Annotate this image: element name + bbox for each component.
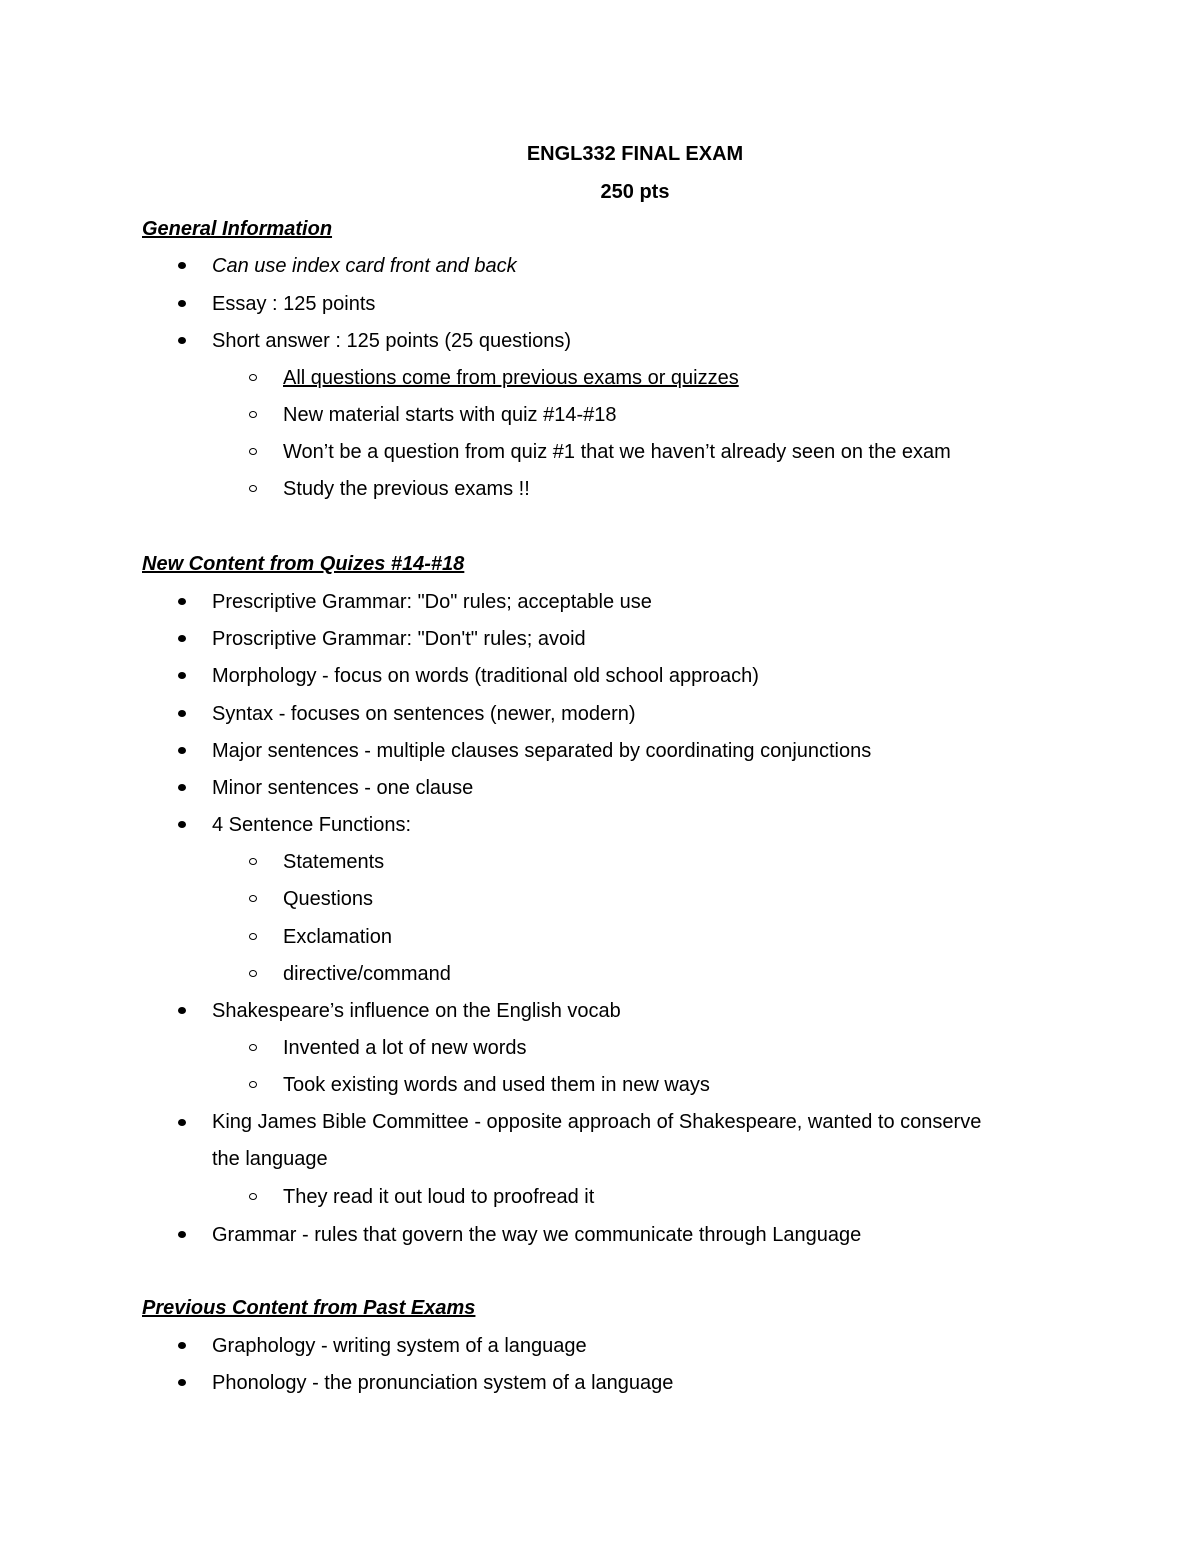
list-item: King James Bible Committee - opposite approach of Shakespeare, wanted to conserve <box>212 1111 982 1133</box>
sub-bullet-icon <box>249 485 257 492</box>
sub-bullet-icon <box>249 858 257 865</box>
bullet-icon <box>178 821 186 828</box>
list-item: Major sentences - multiple clauses separated by coordinating conjunctions <box>212 740 872 762</box>
sub-list-item: Invented a lot of new words <box>283 1037 527 1059</box>
bullet-icon <box>178 710 186 717</box>
sub-list-item: They read it out loud to proofread it <box>283 1186 595 1208</box>
list-item: Phonology - the pronunciation system of a language <box>212 1372 674 1394</box>
section-heading-new-content: New Content from Quizes #14-#18 <box>142 553 465 575</box>
list-item: Proscriptive Grammar: "Don't" rules; avoid <box>212 628 586 650</box>
bullet-icon <box>178 598 186 605</box>
sub-list-item: Exclamation <box>283 926 392 948</box>
list-item: Morphology - focus on words (traditional old school approach) <box>212 665 759 687</box>
sub-bullet-icon <box>249 895 257 902</box>
list-item: Grammar - rules that govern the way we communicate through Language <box>212 1224 862 1246</box>
bullet-icon <box>178 1007 186 1014</box>
bullet-icon <box>178 672 186 679</box>
list-item-continuation: the language <box>212 1148 328 1170</box>
bullet-icon <box>178 747 186 754</box>
section-heading-previous-content: Previous Content from Past Exams <box>142 1297 476 1319</box>
list-item: Prescriptive Grammar: "Do" rules; acceptable use <box>212 591 652 613</box>
list-item: Shakespeare’s influence on the English vocab <box>212 1000 621 1022</box>
list-item: Can use index card front and back <box>212 255 517 277</box>
bullet-icon <box>178 1119 186 1126</box>
sub-list-item: Took existing words and used them in new ways <box>283 1074 710 1096</box>
list-item: Graphology - writing system of a language <box>212 1335 587 1357</box>
section-heading-general: General Information <box>142 218 333 240</box>
sub-list-item: Study the previous exams !! <box>283 478 530 500</box>
bullet-icon <box>178 784 186 791</box>
sub-bullet-icon <box>249 1081 257 1088</box>
bullet-icon <box>178 337 186 344</box>
points-total: 250 pts <box>600 181 670 203</box>
sub-list-item: Won’t be a question from quiz #1 that we haven’t already seen on the exam <box>283 441 951 463</box>
document-title: ENGL332 FINAL EXAM <box>526 143 744 165</box>
sub-bullet-icon <box>249 1044 257 1051</box>
list-item: Essay : 125 points <box>212 293 376 315</box>
sub-list-item: New material starts with quiz #14-#18 <box>283 404 617 426</box>
list-item: 4 Sentence Functions: <box>212 814 412 836</box>
sub-bullet-icon <box>249 1193 257 1200</box>
bullet-icon <box>178 635 186 642</box>
bullet-icon <box>178 262 186 269</box>
sub-bullet-icon <box>249 933 257 940</box>
list-item: Short answer : 125 points (25 questions) <box>212 330 572 352</box>
bullet-icon <box>178 1342 186 1349</box>
sub-list-item: Statements <box>283 851 385 873</box>
bullet-icon <box>178 300 186 307</box>
sub-bullet-icon <box>249 448 257 455</box>
sub-bullet-icon <box>249 374 257 381</box>
sub-list-item: directive/command <box>283 963 451 985</box>
sub-bullet-icon <box>249 970 257 977</box>
sub-bullet-icon <box>249 411 257 418</box>
list-item: Syntax - focuses on sentences (newer, modern) <box>212 703 636 725</box>
sub-list-item: All questions come from previous exams or quizzes <box>283 367 739 389</box>
bullet-icon <box>178 1379 186 1386</box>
bullet-icon <box>178 1231 186 1238</box>
list-item: Minor sentences - one clause <box>212 777 474 799</box>
sub-list-item: Questions <box>283 888 374 910</box>
